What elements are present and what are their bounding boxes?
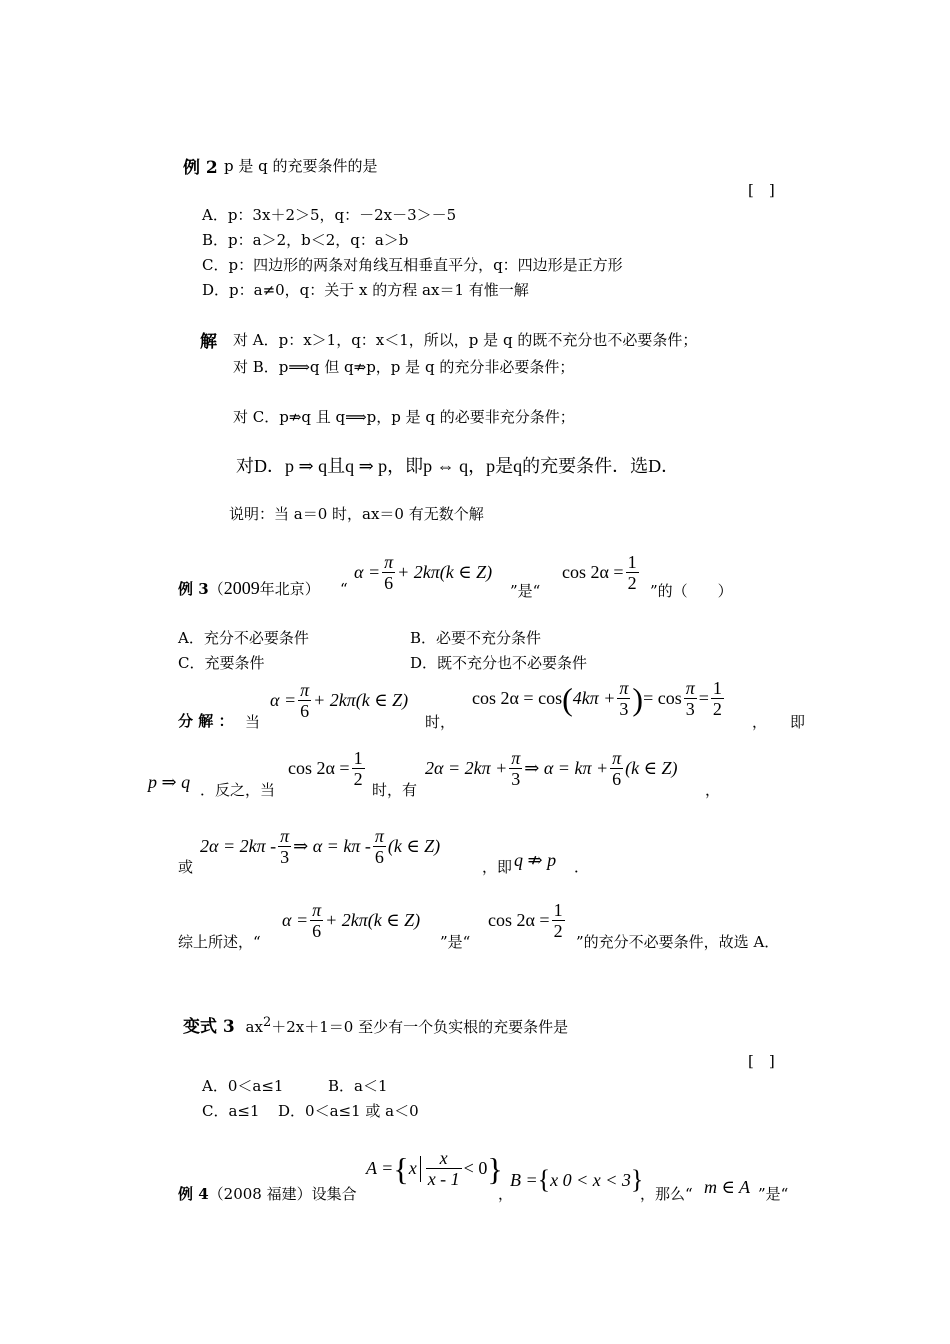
- ex3-condition-alpha: α = $\frac{\pi}{6}$ + 2kπ(k ∈ Z): [354, 552, 493, 593]
- var3-option-c: C．a≤1: [202, 1102, 260, 1120]
- ex2-option-b: B．p：a＞2，b＜2，q：a＞b: [202, 231, 409, 249]
- ex3-open-quote: “: [340, 580, 348, 598]
- var3-option-b: B．a＜1: [328, 1077, 388, 1095]
- ex2-solution-d: 对D．p ⇒ q且q ⇒ p，即p ⇔ q，p是q的充要条件．选D．: [236, 456, 680, 476]
- ex2-solution-b: 对 B．p⟹q 但 q⇏p，p 是 q 的充分非必要条件；: [233, 358, 575, 376]
- ex3-condition-cos: cos 2α = $\frac{1}{2}$: [562, 552, 637, 593]
- ex2-solution-a: 对 A．p：x＞1，q：x＜1，所以，p 是 q 的既不充分也不必要条件；: [233, 331, 698, 349]
- ex2-label: 例 2: [183, 158, 218, 178]
- ex4-set-b: B = { x 0 < x < 3 }: [510, 1165, 644, 1194]
- ex3-option-b: B．必要不充分条件: [410, 629, 542, 647]
- ex2-option-d: D．p：a≠0，q：关于 x 的方程 ax＝1 有惟一解: [202, 281, 529, 299]
- ex3-summary-cos: cos 2α = $\frac{1}{2}$: [488, 900, 563, 941]
- var3-answer-bracket: [ ]: [748, 1052, 775, 1070]
- ex4-set-a: A = { x $\frac{x}{x - 1}$ < 0 }: [366, 1148, 503, 1189]
- ex4-m-in-a: m ∈ A: [704, 1177, 750, 1197]
- ex3-time: 时，: [425, 713, 456, 731]
- ex3-mid-quote: ”是“: [510, 582, 541, 600]
- ex3-summary-alpha: α = $\frac{\pi}{6}$ + 2kπ(k ∈ Z): [282, 900, 421, 941]
- ex3-then-have: 时，有: [372, 781, 418, 799]
- ex3-summary-start: 综上所述，“: [178, 933, 261, 951]
- ex3-period: ．: [574, 858, 590, 876]
- ex2-solution-label: 解: [200, 332, 217, 352]
- ex3-or: 或: [178, 858, 194, 876]
- ex3-analysis-alpha: α = $\frac{\pi}{6}$ + 2kπ(k ∈ Z): [270, 680, 409, 721]
- var3-option-a: A．0＜a≤1: [202, 1077, 284, 1095]
- ex3-conversely-cos: cos 2α = $\frac{1}{2}$: [288, 748, 363, 789]
- ex2-option-a: A．p：3x＋2＞5，q：－2x－3＞－5: [202, 206, 457, 224]
- ex3-label: 例 3: [178, 580, 209, 598]
- ex3-option-c: C．充要条件: [178, 654, 265, 672]
- ex3-ie: 即: [790, 713, 806, 731]
- ex3-end-quote: ”的（ ）: [650, 582, 733, 600]
- ex4-then: ，那么“: [640, 1185, 693, 1203]
- ex2-stem: p 是 q 的充要条件的是: [224, 157, 378, 175]
- ex4-label: 例 4: [178, 1185, 209, 1203]
- ex3-q-notimplies-p: q ⇏ p: [514, 850, 557, 870]
- var3-header: 变式 3 $ax^2+2x+1=0$ 至少有一个负实根的充要条件是: [183, 1015, 569, 1037]
- ex2-answer-bracket: [ ]: [748, 181, 775, 199]
- ex3-when: 当: [245, 713, 261, 731]
- ex4-is-quote: ”是“: [758, 1185, 789, 1203]
- var3-label: 变式 3: [183, 1017, 235, 1037]
- ex3-comma-2: ，: [705, 781, 721, 799]
- ex3-option-d: D．既不充分也不必要条件: [410, 654, 588, 672]
- ex3-solve-minus: 2α = 2kπ - $\frac{\pi}{3}$ ⇒ α = kπ - $\frac{\pi}{6}$ (k ∈ Z): [200, 826, 441, 867]
- ex3-conversely: ．反之，当: [200, 781, 276, 799]
- ex3-year: 2009: [223, 578, 260, 598]
- ex3-analysis-cos-chain: cos 2α = cos ( 4kπ + $\frac{\pi}{3}$ ) = cos $\frac{\pi}{3}$ = $\frac{1}{2}$: [472, 678, 722, 719]
- ex3-ie-2: ，即: [482, 858, 513, 876]
- ex3-p-implies-q: p ⇒ q: [148, 772, 191, 792]
- ex2-option-c: C．p：四边形的两条对角线互相垂直平分，q：四边形是正方形: [202, 256, 623, 274]
- ex4-comma: ，: [498, 1185, 514, 1203]
- ex3-summary-mid: ”是“: [440, 933, 471, 951]
- ex3-summary-end: ”的充分不必要条件，故选 A．: [576, 933, 780, 951]
- ex3-header: 例 3（2009年北京）: [178, 578, 320, 598]
- ex3-solve-plus: 2α = 2kπ + $\frac{\pi}{3}$ ⇒ α = kπ + $\frac{\pi}{6}$ (k ∈ Z): [425, 748, 678, 789]
- ex3-option-a: A．充分不必要条件: [178, 629, 309, 647]
- ex3-analysis-label: 分 解 ：: [178, 712, 234, 730]
- ex2-solution-c: 对 C．p⇏q 且 q⟹p，p 是 q 的必要非充分条件；: [233, 408, 575, 426]
- ex4-header: 例 4（2008 福建）设集合: [178, 1185, 357, 1203]
- ex2-note: 说明：当 a＝0 时，ax＝0 有无数个解: [229, 505, 484, 523]
- var3-option-d: D．0＜a≤1 或 a＜0: [278, 1102, 419, 1120]
- ex3-comma-1: ，: [752, 713, 768, 731]
